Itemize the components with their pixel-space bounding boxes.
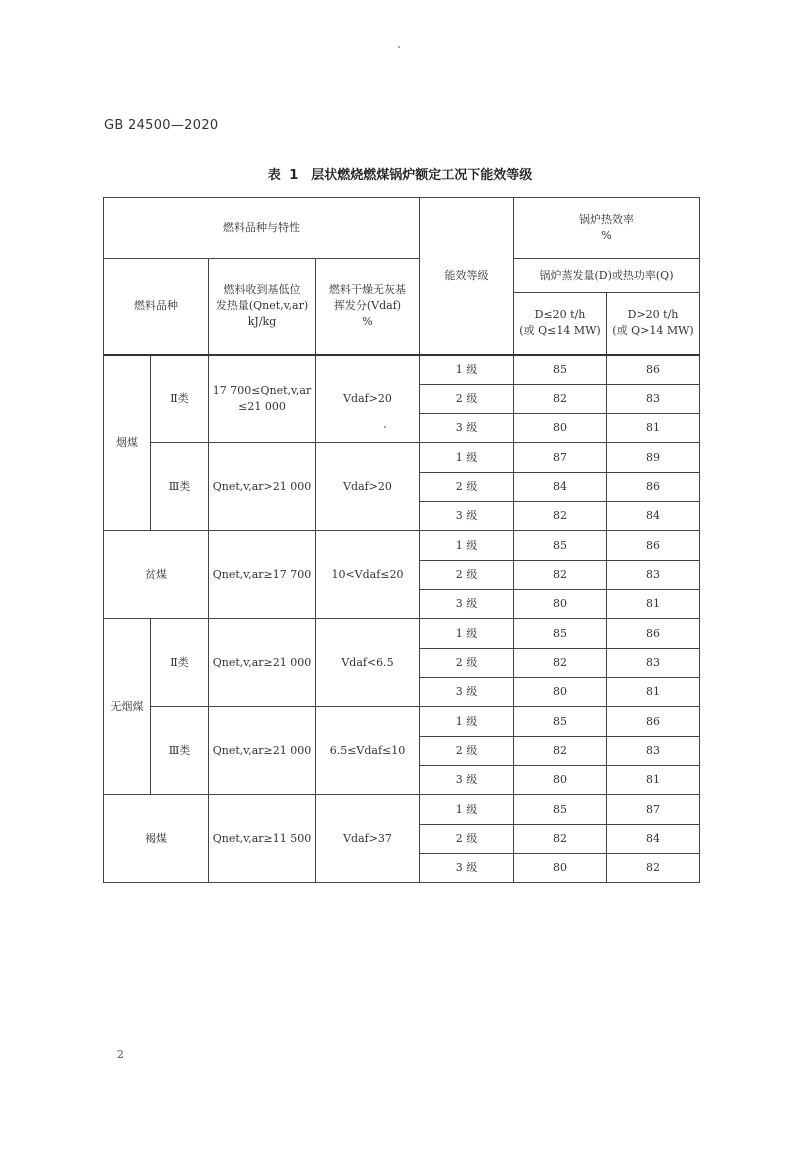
grade-cell: 2 级 [420, 649, 514, 678]
efficiency-small: 87 [514, 443, 607, 473]
header-heat-value [209, 259, 316, 355]
efficiency-small: 82 [514, 649, 607, 678]
table-row [104, 707, 700, 737]
header-fuel-type: 燃料品种 [104, 259, 209, 355]
header-large-line2: (或 Q>14 MW) [612, 324, 694, 338]
efficiency-large: 86 [607, 619, 700, 649]
group-lignite: 褐煤 [104, 795, 209, 883]
header-small-line1: D≤20 t/h [534, 308, 586, 322]
grade-cell: 1 级 [420, 355, 514, 385]
efficiency-small: 80 [514, 854, 607, 883]
grade-cell: 3 级 [420, 414, 514, 443]
table-row [104, 795, 700, 825]
efficiency-small: 82 [514, 737, 607, 766]
header-efficiency [514, 198, 700, 259]
grade-cell: 2 级 [420, 561, 514, 590]
efficiency-small: 82 [514, 561, 607, 590]
efficiency-large: 83 [607, 561, 700, 590]
condition-volatile-bituminous-3: Vdaf>20 [316, 443, 420, 531]
efficiency-small: 85 [514, 355, 607, 385]
efficiency-small: 80 [514, 678, 607, 707]
grade-cell: 3 级 [420, 766, 514, 795]
efficiency-large: 86 [607, 707, 700, 737]
header-volatile-line2: 挥发分(Vdaf) [333, 299, 402, 313]
header-row-2 [104, 259, 700, 293]
efficiency-small: 80 [514, 414, 607, 443]
efficiency-large: 89 [607, 443, 700, 473]
table-row [104, 443, 700, 473]
efficiency-large: 83 [607, 385, 700, 414]
scan-speck [384, 426, 386, 428]
efficiency-large: 83 [607, 649, 700, 678]
subclass-anthracite-3: Ⅲ类 [151, 707, 209, 795]
condition-heat-anthracite-3: Qnet,v,ar≥21 000 [209, 707, 316, 795]
subclass-bituminous-2: Ⅱ类 [151, 355, 209, 443]
grade-cell: 1 级 [420, 707, 514, 737]
scan-speck [398, 46, 400, 48]
efficiency-large: 81 [607, 414, 700, 443]
header-volatile-line1: 燃料干燥无灰基 [329, 283, 406, 297]
efficiency-large: 81 [607, 766, 700, 795]
condition-volatile-anthracite-3: 6.5≤Vdaf≤10 [316, 707, 420, 795]
table-row [104, 619, 700, 649]
efficiency-small: 85 [514, 707, 607, 737]
condition-heat-anthracite-2: Qnet,v,ar≥21 000 [209, 619, 316, 707]
efficiency-large: 81 [607, 590, 700, 619]
efficiency-large: 84 [607, 502, 700, 531]
grade-cell: 1 级 [420, 443, 514, 473]
efficiency-small: 85 [514, 531, 607, 561]
efficiency-large: 86 [607, 531, 700, 561]
grade-cell: 1 级 [420, 531, 514, 561]
header-large-capacity [607, 293, 700, 355]
efficiency-large: 86 [607, 355, 700, 385]
efficiency-small: 85 [514, 795, 607, 825]
efficiency-large: 87 [607, 795, 700, 825]
efficiency-large: 83 [607, 737, 700, 766]
header-volatile [316, 259, 420, 355]
header-row-1 [104, 198, 700, 259]
table-title: 表 1 层状燃烧燃煤锅炉额定工况下能效等级 [267, 168, 533, 183]
header-efficiency-unit: % [601, 229, 612, 242]
grade-cell: 3 级 [420, 678, 514, 707]
header-capacity: 锅炉蒸发量(D)或热功率(Q) [514, 259, 700, 293]
efficiency-grade-table [103, 197, 700, 883]
condition-heat-bit2-line1: 17 700≤Qnet,v,ar [212, 383, 312, 397]
efficiency-small: 82 [514, 825, 607, 854]
standard-code: GB 24500—2020 [104, 118, 219, 133]
header-small-capacity [514, 293, 607, 355]
table-row [104, 531, 700, 561]
grade-cell: 3 级 [420, 854, 514, 883]
header-volatile-line3: % [362, 315, 373, 329]
subclass-anthracite-2: Ⅱ类 [151, 619, 209, 707]
group-lean: 贫煤 [104, 531, 209, 619]
grade-cell: 1 级 [420, 619, 514, 649]
grade-cell: 2 级 [420, 737, 514, 766]
efficiency-large: 84 [607, 825, 700, 854]
group-bituminous: 烟煤 [104, 355, 151, 531]
header-small-line2: (或 Q≤14 MW) [519, 324, 601, 338]
efficiency-small: 85 [514, 619, 607, 649]
condition-volatile-anthracite-2: Vdaf<6.5 [316, 619, 420, 707]
header-heat-value-line3: kJ/kg [247, 315, 277, 329]
condition-volatile-bituminous-2: Vdaf>20 [316, 355, 420, 443]
efficiency-large: 81 [607, 678, 700, 707]
grade-cell: 3 级 [420, 502, 514, 531]
table-row [104, 355, 700, 385]
condition-heat-bituminous-2 [209, 355, 316, 443]
efficiency-small: 82 [514, 385, 607, 414]
condition-heat-lean: Qnet,v,ar≥17 700 [209, 531, 316, 619]
grade-cell: 2 级 [420, 825, 514, 854]
header-fuel-group: 燃料品种与特性 [104, 198, 420, 259]
condition-heat-bit2-line2: ≤21 000 [238, 399, 286, 413]
efficiency-small: 80 [514, 766, 607, 795]
group-anthracite: 无烟煤 [104, 619, 151, 795]
header-grade: 能效等级 [420, 198, 514, 355]
grade-cell: 3 级 [420, 590, 514, 619]
efficiency-small: 84 [514, 473, 607, 502]
condition-volatile-lean: 10<Vdaf≤20 [316, 531, 420, 619]
condition-heat-bituminous-3: Qnet,v,ar>21 000 [209, 443, 316, 531]
grade-cell: 1 级 [420, 795, 514, 825]
condition-volatile-lignite: Vdaf>37 [316, 795, 420, 883]
efficiency-large: 82 [607, 854, 700, 883]
subclass-bituminous-3: Ⅲ类 [151, 443, 209, 531]
efficiency-small: 82 [514, 502, 607, 531]
grade-cell: 2 级 [420, 385, 514, 414]
page-number: 2 [117, 1048, 124, 1061]
efficiency-large: 86 [607, 473, 700, 502]
grade-cell: 2 级 [420, 473, 514, 502]
header-heat-value-line1: 燃料收到基低位 [223, 283, 301, 297]
header-large-line1: D>20 t/h [627, 308, 679, 322]
header-efficiency-label: 锅炉热效率 [579, 213, 634, 226]
condition-heat-lignite: Qnet,v,ar≥11 500 [209, 795, 316, 883]
efficiency-small: 80 [514, 590, 607, 619]
header-heat-value-line2: 发热量(Qnet,v,ar) [215, 299, 309, 313]
